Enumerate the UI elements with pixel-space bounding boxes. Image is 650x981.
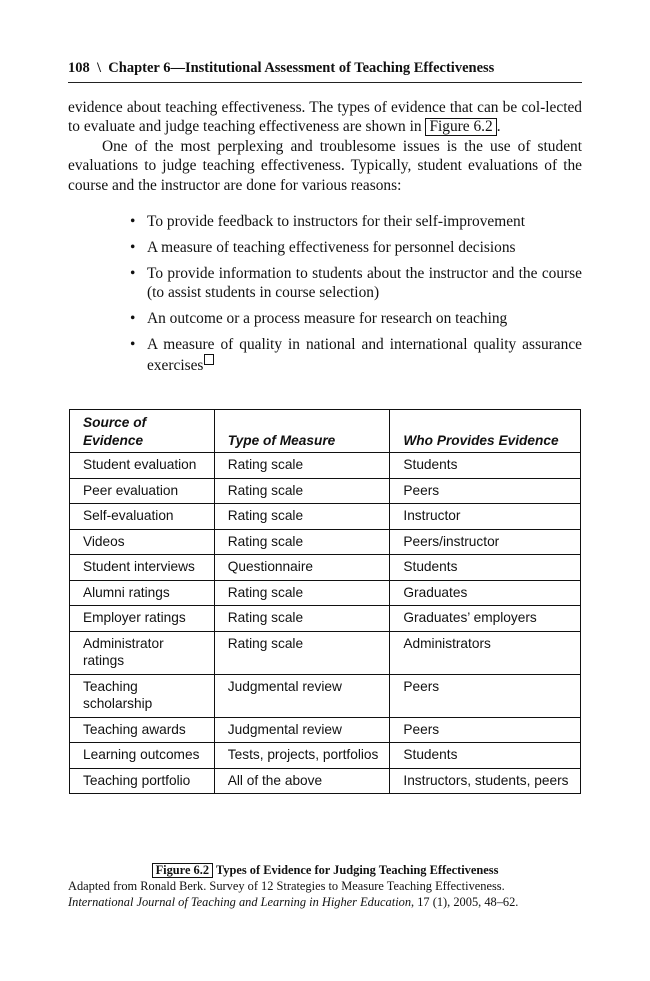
cell-type: Tests, projects, portfolios bbox=[214, 743, 390, 769]
table-row bbox=[70, 453, 581, 479]
cell-provider: Students bbox=[390, 453, 581, 479]
paragraph-1-text: evidence about teaching effectiveness. The types of evidence that can be col-lected to evaluate and judge teaching effectiveness are shown in bbox=[68, 99, 582, 136]
cell-type: Rating scale bbox=[214, 529, 390, 555]
cell-source: Videos bbox=[70, 529, 215, 555]
cell-type: Rating scale bbox=[214, 606, 390, 632]
cell-provider: Peers/instructor bbox=[390, 529, 581, 555]
list-item bbox=[130, 264, 582, 303]
paragraph-1-end: . bbox=[496, 118, 501, 136]
figure-caption bbox=[68, 862, 582, 910]
table-header-row bbox=[70, 410, 581, 453]
cell-source: Teaching portfolio bbox=[70, 768, 215, 794]
cell-source: Teaching scholarship bbox=[70, 674, 215, 717]
cell-type: Rating scale bbox=[214, 478, 390, 504]
cell-source: Learning outcomes bbox=[70, 743, 215, 769]
cell-type: Rating scale bbox=[214, 580, 390, 606]
running-header bbox=[68, 60, 582, 83]
table-row bbox=[70, 674, 581, 717]
list-item bbox=[130, 309, 582, 328]
cell-type: All of the above bbox=[214, 768, 390, 794]
cell-provider: Students bbox=[390, 743, 581, 769]
cell-source: Employer ratings bbox=[70, 606, 215, 632]
table-row bbox=[70, 504, 581, 530]
table-row bbox=[70, 717, 581, 743]
cell-source: Student interviews bbox=[70, 555, 215, 581]
cell-provider: Instructors, students, peers bbox=[390, 768, 581, 794]
cell-provider: Graduates bbox=[390, 580, 581, 606]
header-separator: \ bbox=[97, 60, 102, 76]
bullet-icon: • bbox=[130, 310, 136, 328]
list-item-text: A measure of teaching effectiveness for personnel decisions bbox=[147, 238, 516, 256]
paragraph-1 bbox=[68, 98, 582, 137]
list-item bbox=[130, 335, 582, 376]
list-item-text: To provide feedback to instructors for their self-improvement bbox=[147, 213, 526, 231]
table-row bbox=[70, 478, 581, 504]
cell-source: Peer evaluation bbox=[70, 478, 215, 504]
cell-provider: Peers bbox=[390, 674, 581, 717]
cell-type: Questionnaire bbox=[214, 555, 390, 581]
caption-source-line: Adapted from Ronald Berk. Survey of 12 Strategies to Measure Teaching Effectiveness. bbox=[68, 879, 505, 893]
figure-reference-link[interactable]: Figure 6.2 bbox=[425, 118, 496, 136]
caption-title bbox=[68, 862, 582, 878]
caption-citation bbox=[68, 894, 582, 910]
cell-source: Student evaluation bbox=[70, 453, 215, 479]
cell-provider: Peers bbox=[390, 717, 581, 743]
cell-type: Rating scale bbox=[214, 631, 390, 674]
paragraph-2: One of the most perplexing and troublesome issues is the use of student evaluations to judge teaching effectiveness. Typically, student evaluations of the course and the instructor are done for various reasons: bbox=[68, 137, 582, 194]
figure-title: Types of Evidence for Judging Teaching Effectiveness bbox=[215, 863, 499, 877]
cell-source: Administrator ratings bbox=[70, 631, 215, 674]
column-header-type: Type of Measure bbox=[214, 410, 390, 453]
cell-type: Judgmental review bbox=[214, 717, 390, 743]
cell-provider: Students bbox=[390, 555, 581, 581]
cell-source: Teaching awards bbox=[70, 717, 215, 743]
table-row bbox=[70, 555, 581, 581]
cell-source: Self-evaluation bbox=[70, 504, 215, 530]
bullet-icon: • bbox=[130, 213, 136, 231]
cell-provider: Peers bbox=[390, 478, 581, 504]
list-item-text: A measure of quality in national and international quality assurance exercises bbox=[147, 336, 582, 375]
journal-name: International Journal of Teaching and Learning in Higher Education bbox=[68, 895, 412, 909]
page-content bbox=[68, 60, 582, 382]
table-row bbox=[70, 631, 581, 674]
column-header-source: Source of Evidence bbox=[70, 410, 215, 453]
column-header-provider: Who Provides Evidence bbox=[390, 410, 581, 453]
footnote-marker-icon[interactable] bbox=[204, 354, 214, 365]
figure-label[interactable]: Figure 6.2 bbox=[152, 863, 213, 878]
table-row bbox=[70, 580, 581, 606]
bullet-icon: • bbox=[130, 264, 136, 282]
cell-provider: Administrators bbox=[390, 631, 581, 674]
bullet-icon: • bbox=[130, 336, 136, 354]
citation-details: , 17 (1), 2005, 48–62. bbox=[411, 895, 519, 909]
cell-provider: Graduates’ employers bbox=[390, 606, 581, 632]
cell-type: Rating scale bbox=[214, 504, 390, 530]
cell-type: Rating scale bbox=[214, 453, 390, 479]
page-number: 108 bbox=[68, 60, 90, 76]
cell-source: Alumni ratings bbox=[70, 580, 215, 606]
table-row bbox=[70, 743, 581, 769]
evidence-table bbox=[69, 409, 581, 794]
table-row bbox=[70, 529, 581, 555]
cell-type: Judgmental review bbox=[214, 674, 390, 717]
list-item-text: To provide information to students about the instructor and the course (to assist students in course selection) bbox=[147, 264, 582, 302]
table-row bbox=[70, 606, 581, 632]
table-row bbox=[70, 768, 581, 794]
reasons-list bbox=[130, 212, 582, 376]
list-item bbox=[130, 238, 582, 257]
chapter-title: Chapter 6—Institutional Assessment of Teaching Effectiveness bbox=[108, 60, 495, 76]
list-item-text: An outcome or a process measure for research on teaching bbox=[147, 310, 508, 328]
bullet-icon: • bbox=[130, 238, 136, 256]
cell-provider: Instructor bbox=[390, 504, 581, 530]
list-item bbox=[130, 212, 582, 231]
body-text bbox=[68, 98, 582, 195]
